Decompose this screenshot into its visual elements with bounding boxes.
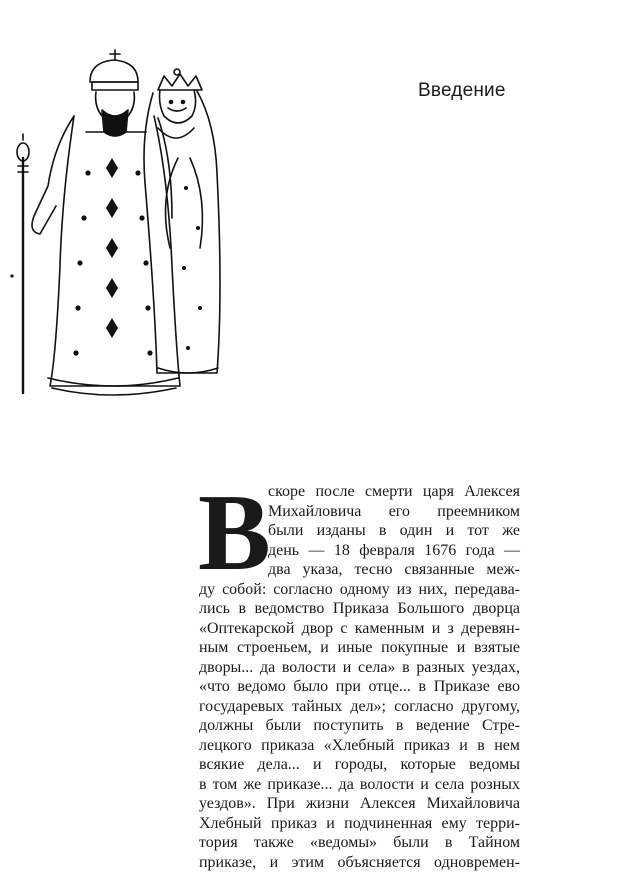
page-title: Введение [418,80,506,101]
text-line: лецкого приказа «Хлебный приказ и в нем [199,736,520,754]
text-line: два указа, тесно связанные меж- [268,561,520,578]
text-line: «Оптекарской двор с каменным и з деревян- [199,619,520,637]
text-line: Хлебный приказ и подчиненная ему терри- [199,814,520,832]
text-line: должны были поступить в ведение Стре- [199,717,520,734]
text-line: «что ведомо было при отце... в Приказе ево [199,678,520,695]
text-line: скоре после смерти царя Алексея [268,483,520,500]
text-line: уездов». При жизни Алексея Михайловича [199,795,520,812]
text-line: лись в ведомство Приказа Большого дворца [199,600,520,617]
text-line: ду собой: согласно одному из них, передава- [199,580,520,598]
text-line: день — 18 февраля 1676 года — [268,541,520,559]
text-line: дворы... да волости и села» в разных уездах, [199,658,520,676]
text-line: государевых тайных дел»; согласно другому, [199,697,520,715]
text-line: тория также «ведомы» были в Тайном [199,834,520,851]
drop-cap: В [198,472,271,593]
text-line: всякие дела... и городы, которые ведомы [199,756,520,773]
text-line: Михайловича его преемником [268,502,520,520]
text-line: в том же приказе... да волости и села розных [199,775,520,793]
text-line: были изданы в один и тот же [268,522,520,539]
text-line: ным строеньем, и иные покупные и взятые [199,639,520,656]
text-line: приказе, и этим объясняется одновремен- [199,853,520,871]
